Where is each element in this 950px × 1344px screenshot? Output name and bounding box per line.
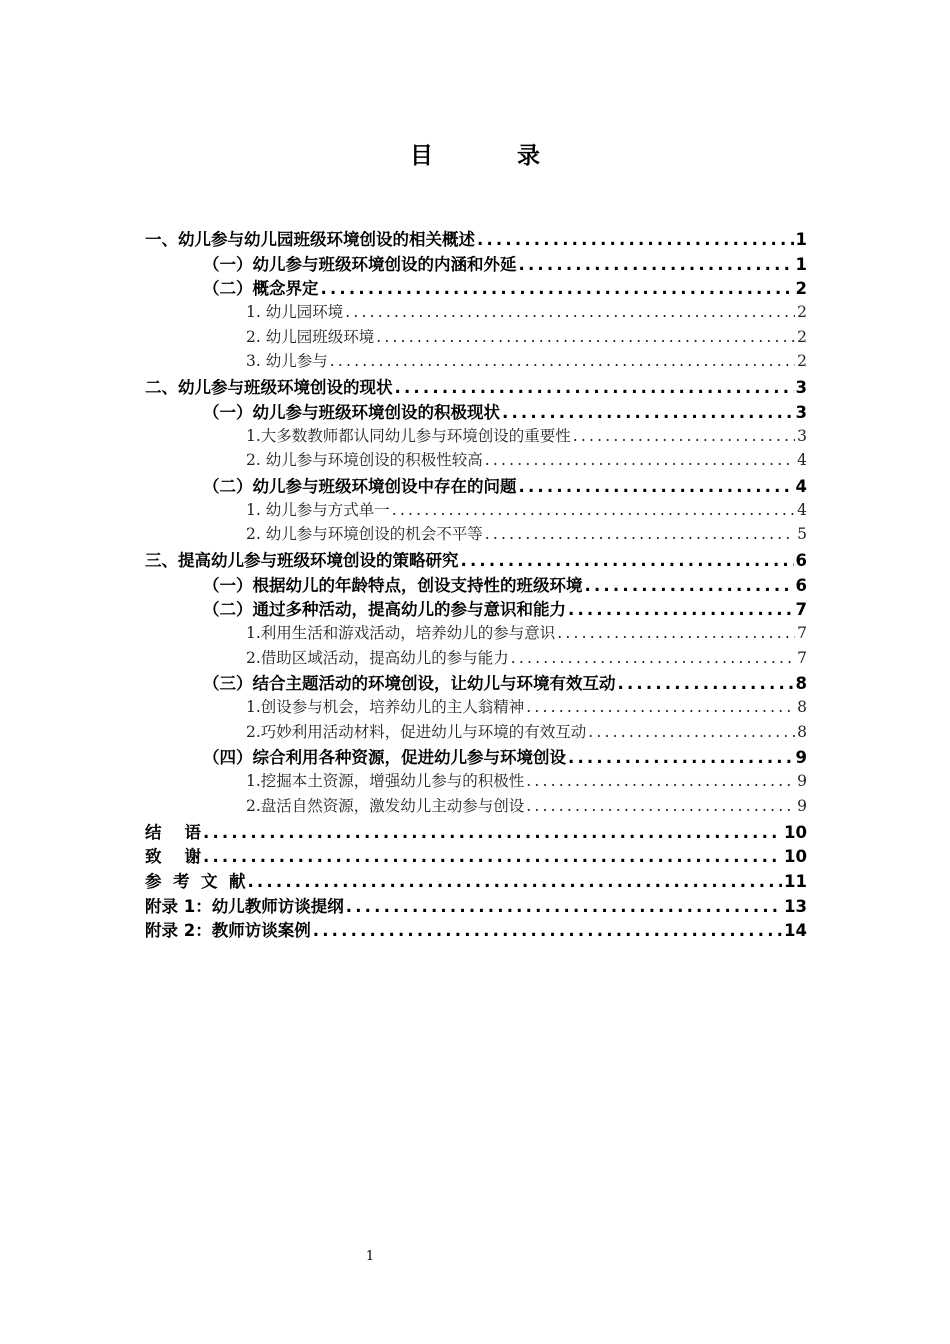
toc-entry-page: 13 xyxy=(784,896,807,916)
dot-leader xyxy=(321,279,794,298)
dot-leader xyxy=(526,772,795,790)
toc-entry-label: 参 考 文 献 xyxy=(145,871,246,891)
toc-entry-page: 10 xyxy=(784,822,807,842)
toc-entry-label: 1.利用生活和游戏活动，培养幼儿的参与意识 xyxy=(246,624,556,642)
toc-entry[interactable] xyxy=(145,720,807,745)
toc-entry-label: （一）根据幼儿的年龄特点，创设支持性的班级环境 xyxy=(203,575,583,595)
toc-entry-label: 1.挖掘本土资源，增强幼儿参与的积极性 xyxy=(246,772,525,791)
dot-leader xyxy=(247,872,782,891)
toc-entry-page: 4 xyxy=(795,476,807,496)
dot-leader xyxy=(346,897,782,916)
toc-entry[interactable] xyxy=(145,596,807,621)
dot-leader xyxy=(203,847,782,866)
toc-entry-label: 一、幼儿参与幼儿园班级环境创设的相关概述 xyxy=(145,230,475,249)
toc-entry[interactable] xyxy=(145,621,807,646)
dot-leader xyxy=(568,600,794,619)
toc-entry-label: 2.盘活自然资源，激发幼儿主动参与创设 xyxy=(246,796,525,815)
toc-entry[interactable] xyxy=(145,473,807,498)
toc-entry-label: （二）幼儿参与班级环境创设中存在的问题 xyxy=(203,476,517,496)
toc-entry-label: 1.大多数教师都认同幼儿参与环境创设的重要性 xyxy=(246,426,571,445)
dot-leader xyxy=(203,823,782,842)
toc-entry-label: （二）概念界定 xyxy=(203,279,319,299)
dot-leader xyxy=(345,303,795,321)
toc-entry[interactable] xyxy=(145,769,807,794)
toc-entry-page: 9 xyxy=(797,772,807,791)
table-of-contents xyxy=(145,226,807,942)
dot-leader xyxy=(573,427,795,445)
toc-entry-label: 2.借助区域活动，提高幼儿的参与能力 xyxy=(246,648,509,667)
toc-entry[interactable] xyxy=(145,893,807,918)
toc-entry-page: 3 xyxy=(795,378,807,398)
dot-leader xyxy=(313,921,782,940)
toc-entry-page: 14 xyxy=(784,921,807,941)
toc-entry[interactable] xyxy=(145,300,807,325)
toc-entry-page: 9 xyxy=(795,748,807,768)
toc-entry-page: 8 xyxy=(795,674,807,694)
toc-entry[interactable] xyxy=(145,226,807,251)
toc-entry-page: 1 xyxy=(795,254,807,274)
toc-entry[interactable] xyxy=(145,572,807,597)
toc-entry-page: 11 xyxy=(784,871,807,891)
toc-entry-label: 致 谢 xyxy=(145,847,201,867)
toc-entry-label: 附录 1：幼儿教师访谈提纲 xyxy=(145,896,344,916)
toc-entry-label: 3. 幼儿参与 xyxy=(246,352,328,371)
toc-entry[interactable] xyxy=(145,819,807,844)
toc-entry-page: 2 xyxy=(797,303,807,322)
toc-entry[interactable] xyxy=(145,744,807,769)
toc-entry-page: 7 xyxy=(797,648,807,667)
dot-leader xyxy=(395,378,794,397)
dot-leader xyxy=(519,477,794,496)
toc-entry-page: 8 xyxy=(797,722,807,741)
toc-entry-page: 1 xyxy=(795,230,807,249)
toc-entry[interactable] xyxy=(145,448,807,473)
toc-entry-label: （三）结合主题活动的环境创设，让幼儿与环境有效互动 xyxy=(203,674,616,694)
toc-entry-label: 1. 幼儿参与方式单一 xyxy=(246,500,390,519)
toc-entry[interactable] xyxy=(145,794,807,819)
toc-entry-page: 3 xyxy=(797,426,807,445)
dot-leader xyxy=(477,230,794,249)
toc-entry[interactable] xyxy=(145,275,807,300)
toc-entry[interactable] xyxy=(145,547,807,572)
dot-leader xyxy=(585,576,794,595)
toc-entry-page: 4 xyxy=(797,451,807,470)
toc-entry-page: 8 xyxy=(797,698,807,717)
toc-entry-label: 附录 2：教师访谈案例 xyxy=(145,921,311,941)
page-number: 1 xyxy=(365,1249,375,1264)
toc-entry[interactable] xyxy=(145,349,807,374)
toc-entry-page: 2 xyxy=(797,352,807,371)
toc-entry-page: 7 xyxy=(797,624,807,642)
toc-entry-label: （二）通过多种活动，提高幼儿的参与意识和能力 xyxy=(203,600,566,620)
toc-entry-page: 2 xyxy=(797,327,807,346)
dot-leader xyxy=(461,551,794,570)
toc-entry-label: 2. 幼儿园班级环境 xyxy=(246,327,375,346)
toc-entry[interactable] xyxy=(145,374,807,399)
dot-leader xyxy=(376,328,795,346)
dot-leader xyxy=(557,624,795,642)
toc-entry-page: 3 xyxy=(795,402,807,422)
toc-entry-label: 三、提高幼儿参与班级环境创设的策略研究 xyxy=(145,550,459,570)
toc-entry-label: 二、幼儿参与班级环境创设的现状 xyxy=(145,378,393,398)
toc-entry[interactable] xyxy=(145,399,807,424)
toc-entry-label: （一）幼儿参与班级环境创设的积极现状 xyxy=(203,402,500,422)
dot-leader xyxy=(330,352,795,370)
toc-entry-label: 1. 幼儿园环境 xyxy=(246,303,344,322)
toc-entry[interactable] xyxy=(145,325,807,350)
toc-entry-label: （一）幼儿参与班级环境创设的内涵和外延 xyxy=(203,254,517,274)
dot-leader xyxy=(526,698,795,716)
dot-leader xyxy=(519,255,794,274)
toc-entry[interactable] xyxy=(145,251,807,276)
toc-entry-label: 结 语 xyxy=(145,822,201,842)
toc-entry-label: 2. 幼儿参与环境创设的积极性较高 xyxy=(246,451,483,470)
toc-entry[interactable] xyxy=(145,868,807,893)
toc-entry-page: 4 xyxy=(797,500,807,519)
toc-entry[interactable] xyxy=(145,498,807,523)
toc-entry-page: 2 xyxy=(795,279,807,299)
toc-entry[interactable] xyxy=(145,917,807,942)
toc-entry[interactable] xyxy=(145,843,807,868)
toc-entry-page: 7 xyxy=(795,600,807,620)
toc-entry-page: 5 xyxy=(797,525,807,544)
dot-leader xyxy=(526,797,795,815)
dot-leader xyxy=(485,525,795,543)
toc-entry-page: 10 xyxy=(784,847,807,867)
dot-leader xyxy=(618,674,794,693)
toc-entry[interactable] xyxy=(145,424,807,449)
toc-entry[interactable] xyxy=(145,646,807,671)
toc-entry-label: （四）综合利用各种资源，促进幼儿参与环境创设 xyxy=(203,748,566,768)
toc-entry[interactable] xyxy=(145,522,807,547)
dot-leader xyxy=(502,403,794,422)
toc-heading: 目 录 xyxy=(409,143,578,169)
toc-entry-page: 6 xyxy=(795,575,807,595)
toc-entry-page: 6 xyxy=(795,550,807,570)
toc-entry-label: 2.巧妙利用活动材料，促进幼儿与环境的有效互动 xyxy=(246,722,587,741)
toc-entry[interactable] xyxy=(145,670,807,695)
toc-entry-page: 9 xyxy=(797,796,807,815)
dot-leader xyxy=(485,451,795,469)
dot-leader xyxy=(392,501,795,519)
dot-leader xyxy=(511,649,795,667)
toc-entry[interactable] xyxy=(145,695,807,720)
toc-entry-label: 2. 幼儿参与环境创设的机会不平等 xyxy=(246,525,483,544)
toc-entry-label: 1.创设参与机会，培养幼儿的主人翁精神 xyxy=(246,698,525,717)
dot-leader xyxy=(588,723,795,741)
dot-leader xyxy=(568,748,794,767)
